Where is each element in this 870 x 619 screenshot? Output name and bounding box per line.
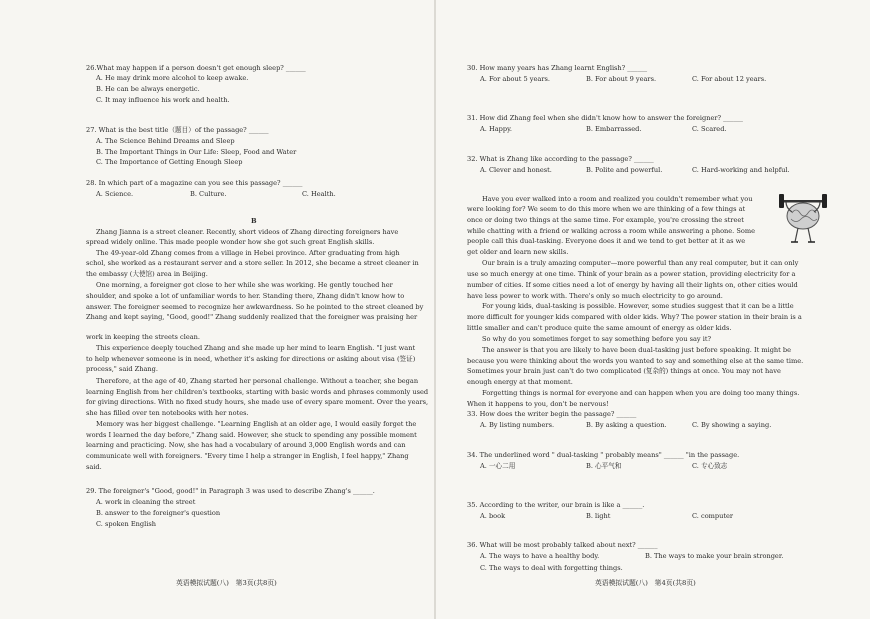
- option-b: B. The Important Things in Our Life: Sleep, Food and Water: [96, 148, 297, 156]
- passage-line: more difficult for younger kids compared with older kids. Why? The power station in their brain is a: [467, 313, 802, 321]
- passage-line: schol, she worked as a restaurant server and a store seller. In 2012, she became a street cleaner in: [86, 259, 419, 267]
- passage-line: Memory was her biggest challenge. "Learning English at an older age, I would easily forget the: [96, 420, 417, 428]
- passage-line: once or doing two things at the same time. For example, you're crossing the street: [467, 216, 744, 224]
- option-c: C. spoken English: [96, 520, 156, 528]
- option-a: A. By listing numbers.: [480, 421, 555, 429]
- question-text: 32. What is Zhang like according to the passage? ______: [467, 155, 654, 163]
- option-c: C. The Importance of Getting Enough Sleep: [96, 158, 243, 166]
- brain-lifting-dumbbell-icon: [778, 186, 828, 248]
- passage-line: learning English from her children's textbooks, starting with basic words and phrases commonly used: [86, 388, 429, 396]
- option-b: B. Polite and powerful.: [586, 166, 663, 174]
- passage-line: were looking for? We seem to do this more when we are thinking of a few things at: [467, 205, 746, 213]
- question-text: 33. How does the writer begin the passage? ______: [467, 410, 637, 418]
- question-text: 35. According to the writer, our brain is like a ______.: [467, 501, 645, 509]
- option-a: A. 一心二用: [480, 462, 516, 470]
- passage-line: work in keeping the streets clean.: [86, 333, 200, 341]
- option-b: B. By asking a question.: [586, 421, 667, 429]
- passage-line: use so much energy at one time. Think of your brain as a power station, providing electricity for a: [467, 270, 796, 278]
- question-text: 29. The foreigner's "Good, good!" in Paragraph 3 was used to describe Zhang's ______.: [86, 487, 375, 495]
- option-b: B. The ways to make your brain stronger.: [645, 552, 784, 560]
- passage-line: Our brain is a truly amazing computer—more powerful than any real computer, but it can only: [482, 259, 799, 267]
- section-label: B: [251, 217, 257, 225]
- passage-line: One morning, a foreigner got close to her while she was working. He gently touched her: [96, 281, 393, 289]
- option-a: A. Happy.: [480, 125, 513, 133]
- question-text: 34. The underlined word " dual-tasking " probably means" ______ "in the passage.: [467, 451, 740, 459]
- option-b: B. Embarrassed.: [586, 125, 642, 133]
- passage-line: while chatting with a friend or walking across a room while answering a phone. Some: [467, 227, 756, 235]
- passage-line: For young kids, dual-tasking is possible. However, some studies suggest that it can be a little: [482, 302, 794, 310]
- passage-line: Zhang and kept saying, "Good, good!" Zhang suddenly realized that the foreigner was praising her: [86, 313, 418, 321]
- passage-line: shoulder, and spoke a lot of unfamiliar words to her. Standing there, Zhang didn't know how to: [86, 292, 405, 300]
- option-b: B. light: [586, 512, 611, 520]
- option-c: C. It may influence his work and health.: [96, 96, 230, 104]
- passage-line: words I learned the day before," Zhang said. However, she stuck to spending any possible moment: [86, 431, 417, 439]
- passage-line: communicate well with foreigners. "Every time I help a stranger in English, I feel happy," Zhang: [86, 452, 409, 460]
- passage-line: spread widely online. This made people wonder how she got such great English skills.: [86, 238, 375, 246]
- option-a: A. The Science Behind Dreams and Sleep: [96, 137, 235, 145]
- question-text: 28. In which part of a magazine can you see this passage? ______: [86, 179, 303, 187]
- option-a: A. For about 5 years.: [480, 75, 550, 83]
- passage-line: little smaller and can't produce quite the same amount of energy as older kids.: [467, 324, 732, 332]
- passage-line: answer. The foreigner seemed to recognize her awkwardness. So he pointed to the street cleaned by: [86, 303, 424, 311]
- option-b: B. For about 9 years.: [586, 75, 657, 83]
- passage-line: Therefore, at the age of 40, Zhang started her personal challenge. Without a teacher, she began: [96, 377, 419, 385]
- passage-line: she has filled over ten notebooks with her notes.: [86, 409, 249, 417]
- option-a: A. Science.: [96, 190, 134, 198]
- passage-line: Sometimes your brain just can't do two complicated (复杂的) things at once. You may not have: [467, 367, 781, 375]
- passage-line: process," said Zhang.: [86, 365, 158, 373]
- passage-line: enough energy at that moment.: [467, 378, 573, 386]
- page-fold-divider: [434, 0, 436, 619]
- passage-line: get older and learn new skills.: [467, 248, 569, 256]
- passage-line: the embassy (大使馆) area in Beijing.: [86, 270, 208, 278]
- question-text: 27. What is the best title（题目）of the passage? ______: [86, 126, 269, 134]
- passage-line: learning and practicing. Now, she has had a vocabulary of around 3,000 English words and can: [86, 441, 406, 449]
- option-a: A. He may drink more alcohol to keep awake.: [96, 74, 249, 82]
- option-c: C. For about 12 years.: [692, 75, 767, 83]
- option-c: C. By showing a saying.: [692, 421, 772, 429]
- passage-line: because you were thinking about the words you wanted to say and something else at the same time.: [467, 357, 804, 365]
- passage-line: number of cities. If some cities need a lot of energy by having all their lights on, other cities would: [467, 281, 798, 289]
- option-a: A. book: [480, 512, 506, 520]
- option-b: B. He can be always energetic.: [96, 85, 200, 93]
- passage-line: have less power to work with. There's only so much electricity to go around.: [467, 292, 723, 300]
- passage-line: Forgetting things is normal for everyone and can happen when you are doing too many things.: [482, 389, 800, 397]
- option-c: C. Scared.: [692, 125, 727, 133]
- option-c: C. computer: [692, 512, 734, 520]
- option-b: B. Culture.: [190, 190, 227, 198]
- option-a: A. work in cleaning the street: [96, 498, 196, 506]
- passage-line: When it happens to you, don't be nervous!: [467, 400, 609, 408]
- question-text: 36. What will be most probably talked about next? ______: [467, 541, 658, 549]
- passage-line: Have you ever walked into a room and realized you couldn't remember what you: [482, 195, 753, 203]
- passage-line: for giving directions. With no fixed study hours, she made use of every spare moment. Over the years,: [86, 398, 429, 406]
- option-c: C. The ways to deal with forgetting things.: [480, 564, 623, 572]
- question-text: 26.What may happen if a person doesn't get enough sleep? ______: [86, 64, 306, 72]
- left-page-footer: 英语模拟试题(八) 第3页(共8页): [176, 579, 277, 587]
- passage-line: Zhang Jianna is a street cleaner. Recently, short videos of Zhang directing foreigners have: [96, 228, 399, 236]
- passage-line: So why do you sometimes forget to say something before you say it?: [482, 335, 712, 343]
- option-c: C. Hard-working and helpful.: [692, 166, 790, 174]
- question-text: 30. How many years has Zhang learnt English? ______: [467, 64, 648, 72]
- right-page-footer: 英语模拟试题(八) 第4页(共8页): [595, 579, 696, 587]
- passage-line: people call this dual-tasking. Everyone does it and we tend to get better at it as we: [467, 237, 746, 245]
- passage-line: The 49-year-old Zhang comes from a village in Hebei province. After graduating from high: [96, 249, 400, 257]
- option-a: A. The ways to have a healthy body.: [480, 552, 600, 560]
- option-a: A. Clever and honest.: [480, 166, 552, 174]
- option-b: B. 心平气和: [586, 462, 622, 470]
- option-c: C. 专心致志: [692, 462, 728, 470]
- passage-line: said.: [86, 463, 102, 471]
- option-b: B. answer to the foreigner's question: [96, 509, 221, 517]
- question-text: 31. How did Zhang feel when she didn't know how to answer the foreigner? ______: [467, 114, 743, 122]
- passage-line: This experience deeply touched Zhang and she made up her mind to learn English. "I just want: [96, 344, 416, 352]
- passage-line: to help whenever someone is in need, whether it's asking for directions or asking about visa (签证): [86, 355, 416, 363]
- option-c: C. Health.: [302, 190, 336, 198]
- passage-line: The answer is that you are likely to have been dual-tasking just before speaking. It might be: [482, 346, 792, 354]
